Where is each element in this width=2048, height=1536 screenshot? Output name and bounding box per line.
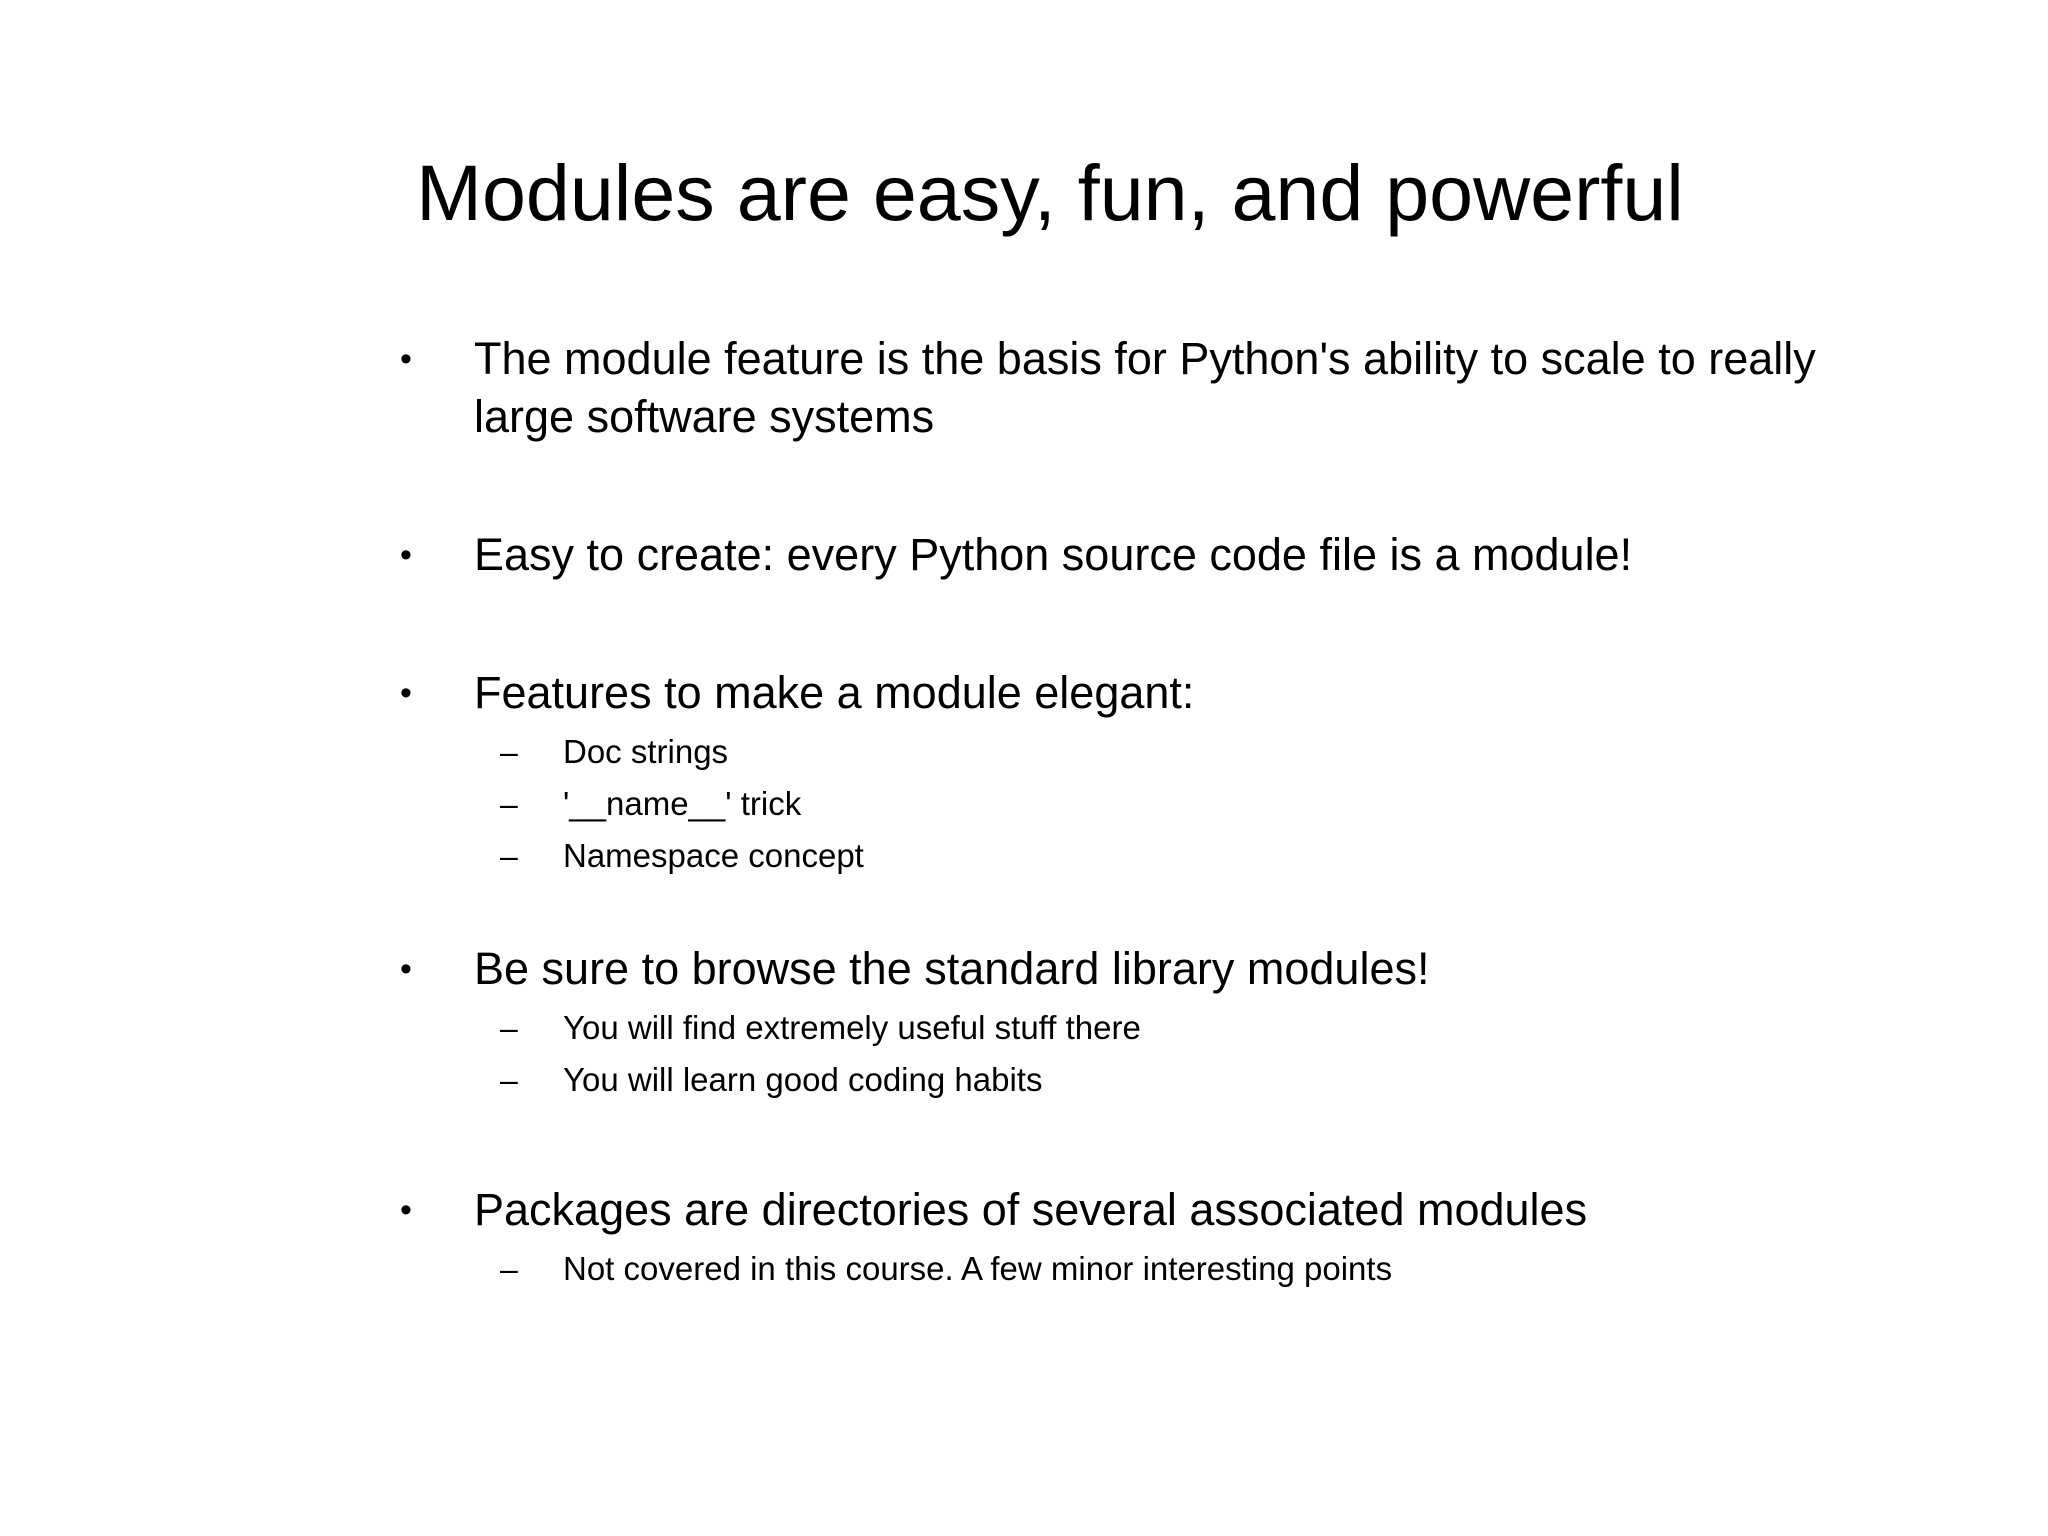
sub-bullet-marker: – <box>500 838 518 874</box>
slide-title: Modules are easy, fun, and powerful <box>416 148 1684 237</box>
sub-bullet-text: Not covered in this course. A few minor interesting points <box>563 1250 1393 1287</box>
sub-bullet-text: Doc strings <box>563 733 729 770</box>
bullet-text: The module feature is the basis for Python's ability to scale to really large software systems <box>474 333 1816 442</box>
bullet-marker: • <box>400 1191 412 1229</box>
sub-bullet-text: You will learn good coding habits <box>563 1061 1043 1098</box>
bullet-marker: • <box>400 340 412 378</box>
bullet-marker: • <box>400 536 412 574</box>
sub-bullet-marker: – <box>500 1062 518 1098</box>
sub-bullet-text: '__name__' trick <box>563 785 802 822</box>
bullet-marker: • <box>400 674 412 712</box>
bullet-text: Features to make a module elegant: <box>474 667 1195 718</box>
sub-bullet-marker: – <box>500 1251 518 1287</box>
bullet-text: Be sure to browse the standard library modules! <box>474 943 1430 994</box>
bullet-marker: • <box>400 950 412 988</box>
sub-bullet-marker: – <box>500 1010 518 1046</box>
bullet-text: Easy to create: every Python source code file is a module! <box>474 529 1633 580</box>
sub-bullet-marker: – <box>500 734 518 770</box>
sub-bullet-marker: – <box>500 786 518 822</box>
sub-bullet-text: You will find extremely useful stuff there <box>563 1009 1141 1046</box>
bullet-text: Packages are directories of several associated modules <box>474 1184 1588 1235</box>
sub-bullet-text: Namespace concept <box>563 837 864 874</box>
